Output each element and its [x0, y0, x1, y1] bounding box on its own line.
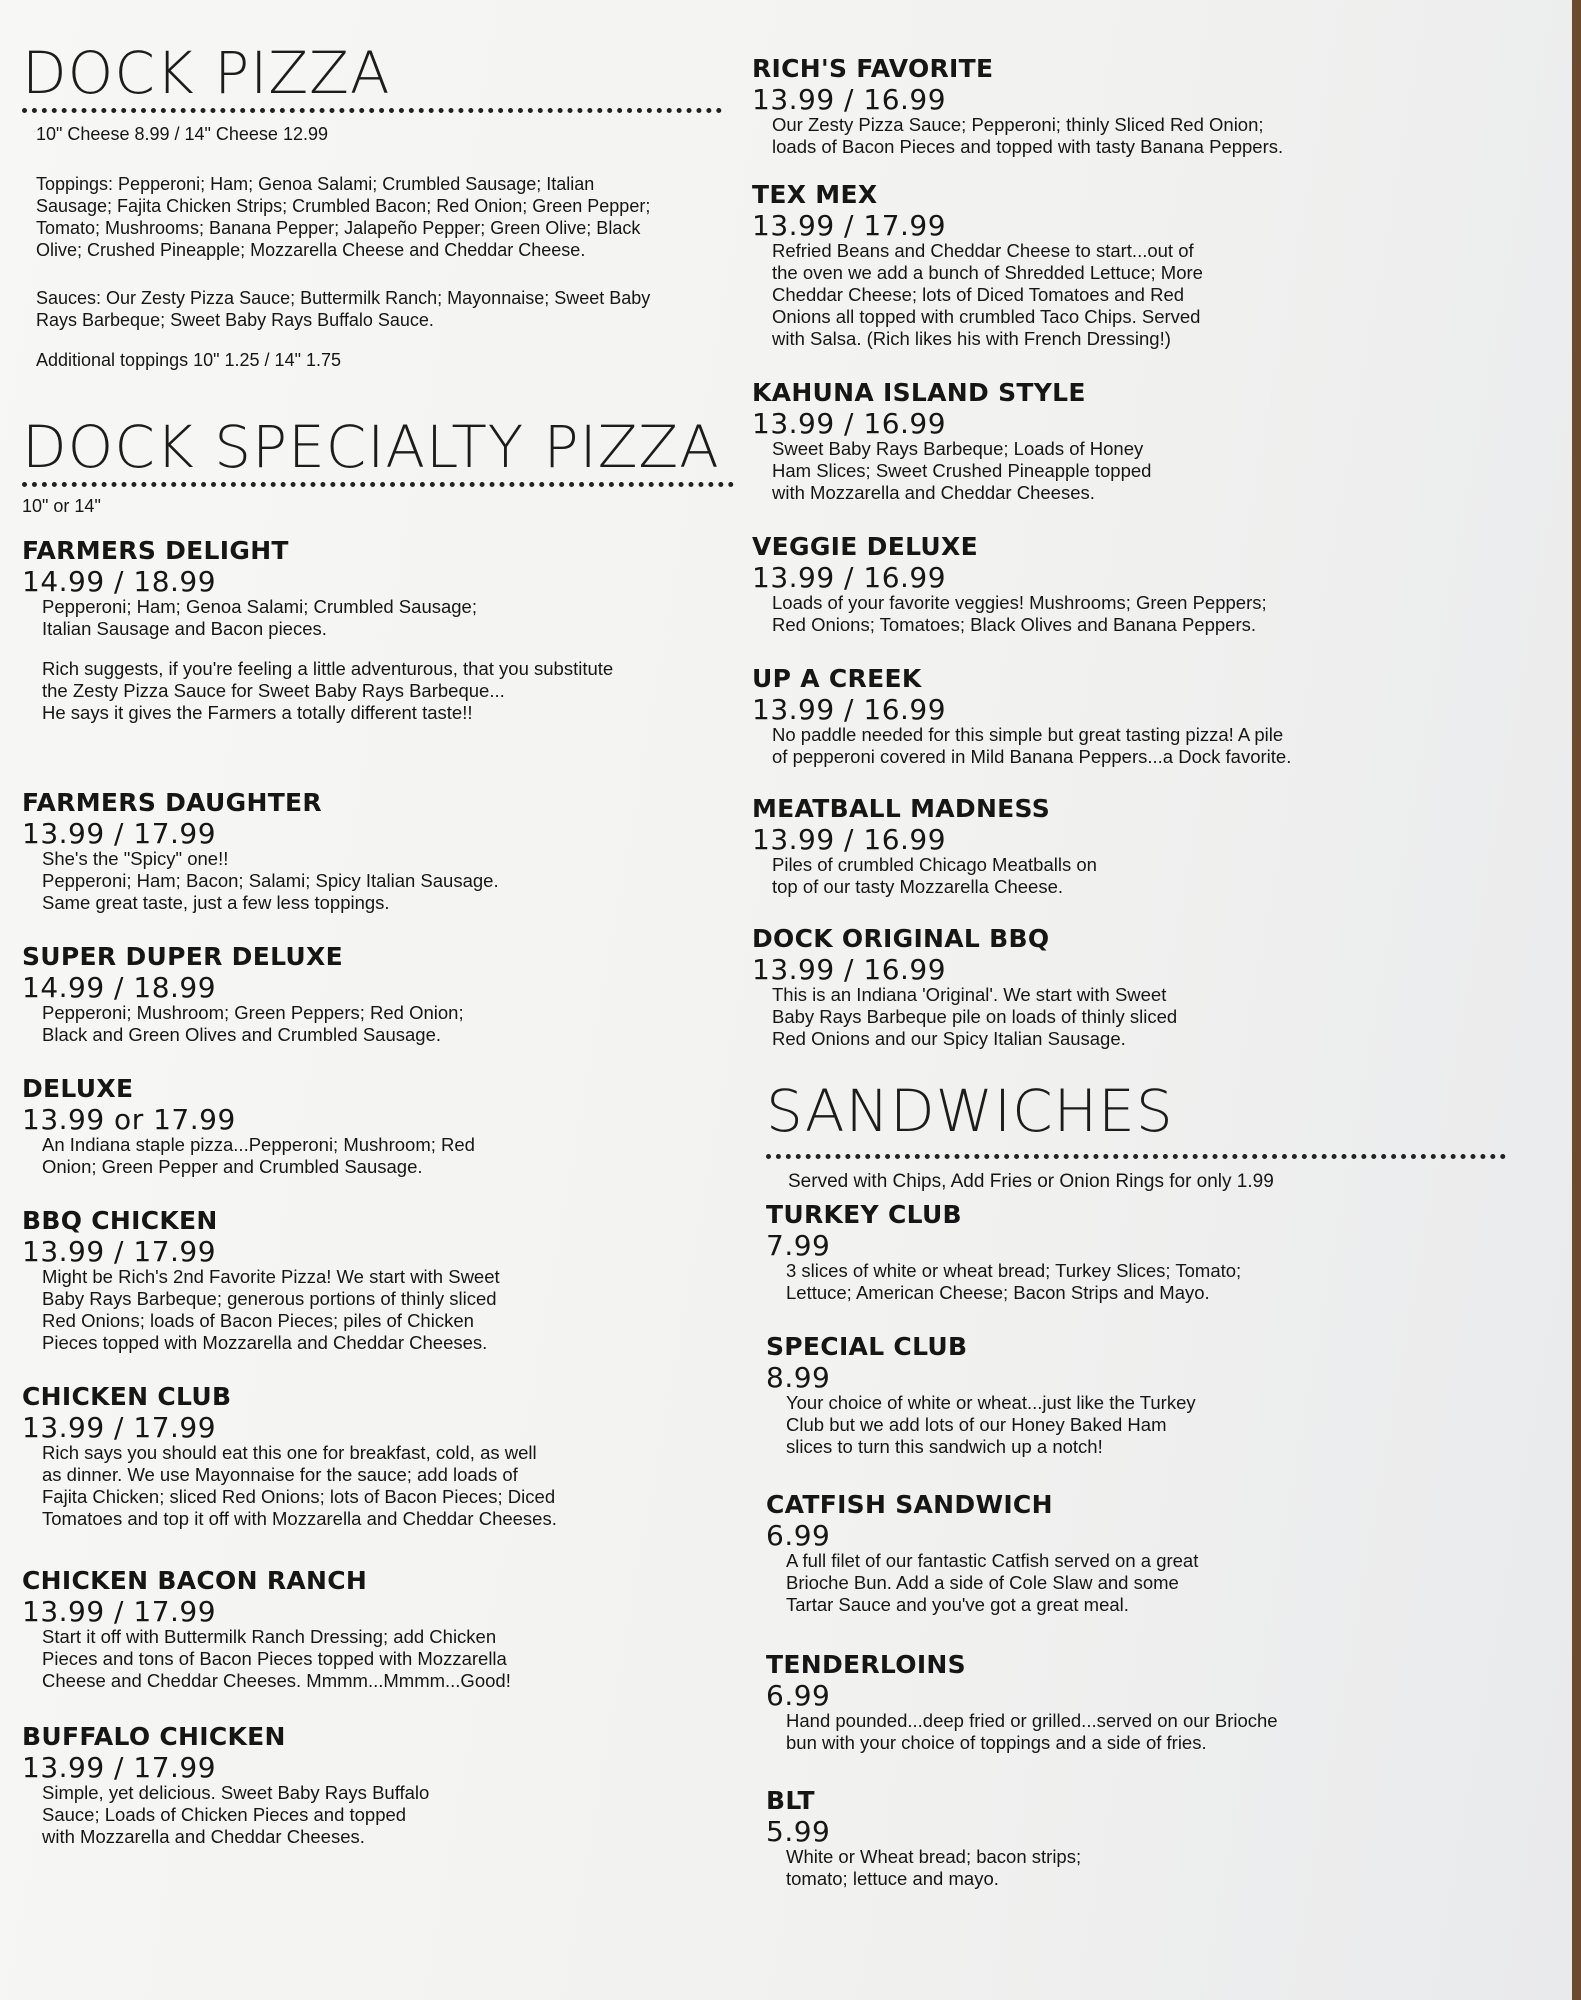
item-price: 13.99 / 17.99	[22, 1235, 217, 1268]
item-description: Refried Beans and Cheddar Cheese to start...out of the oven we add a bunch of Shredded Lettuce; More Cheddar Cheese; lots of Diced Tomatoes and Red Onions all topped with crumbled Taco Chips. Served with Salsa. (Rich likes his with French Dressing!)	[772, 240, 1203, 349]
additional-toppings: Additional toppings 10" 1.25 / 14" 1.75	[36, 350, 342, 370]
item-description: Pepperoni; Ham; Genoa Salami; Crumbled Sausage; Italian Sausage and Bacon pieces.	[42, 596, 477, 639]
item-name: CATFISH SANDWICH	[766, 1490, 1053, 1519]
sandwiches-subtitle: Served with Chips, Add Fries or Onion Rings for only 1.99	[788, 1171, 1274, 1192]
menu-item	[22, 942, 464, 1046]
menu-item	[22, 1206, 500, 1354]
menu-item	[22, 536, 613, 724]
toppings-list: Toppings: Pepperoni; Ham; Genoa Salami; Crumbled Sausage; Italian Sausage; Fajita Chicken Strips; Crumbled Bacon; Red Onion; Green Pepper; Tomato; Mushrooms; Banana Pepper; Jalapeño Pepper; Green Olive; Black Olive; Crushed Pineapple; Mozzarella Cheese and Cheddar Cheese.	[36, 174, 651, 260]
item-description: An Indiana staple pizza...Pepperoni; Mushroom; Red Onion; Green Pepper and Crumbled Sausage.	[42, 1134, 475, 1177]
item-description: Pepperoni; Mushroom; Green Peppers; Red Onion; Black and Green Olives and Crumbled Sausage.	[42, 1002, 464, 1045]
item-name: BLT	[766, 1786, 815, 1815]
item-name: DELUXE	[22, 1074, 134, 1103]
item-name: DOCK ORIGINAL BBQ	[752, 924, 1050, 953]
item-price: 6.99	[766, 1519, 831, 1552]
item-price: 13.99 or 17.99	[22, 1103, 236, 1136]
menu-item	[22, 788, 499, 914]
menu-item	[752, 378, 1151, 504]
specialty-section	[22, 413, 734, 517]
item-price: 13.99 / 16.99	[752, 953, 947, 986]
menu-item	[752, 924, 1177, 1050]
item-description: Sweet Baby Rays Barbeque; Loads of Honey Ham Slices; Sweet Crushed Pineapple topped with Mozzarella and Cheddar Cheeses.	[772, 438, 1152, 503]
menu-item	[766, 1650, 1278, 1754]
item-description: This is an Indiana 'Original'. We start with Sweet Baby Rays Barbeque pile on loads of thinly sliced Red Onions and our Spicy Italian Sausage.	[772, 984, 1178, 1049]
item-name: TENDERLOINS	[766, 1650, 966, 1679]
item-name: RICH'S FAVORITE	[752, 54, 994, 83]
item-description: Our Zesty Pizza Sauce; Pepperoni; thinly Sliced Red Onion; loads of Bacon Pieces and topped with tasty Banana Peppers.	[772, 114, 1284, 157]
item-name: FARMERS DAUGHTER	[22, 788, 322, 817]
menu-item	[22, 1722, 429, 1848]
item-description: A full filet of our fantastic Catfish served on a great Brioche Bun. Add a side of Cole Slaw and some Tartar Sauce and you've got a great meal.	[786, 1550, 1199, 1615]
item-price: 13.99 / 16.99	[752, 561, 947, 594]
item-name: SUPER DUPER DELUXE	[22, 942, 343, 971]
item-price: 8.99	[766, 1361, 831, 1394]
item-price: 14.99 / 18.99	[22, 971, 217, 1004]
item-name: CHICKEN CLUB	[22, 1382, 232, 1411]
item-price: 13.99 / 17.99	[752, 209, 947, 242]
item-description: Rich says you should eat this one for breakfast, cold, as well as dinner. We use Mayonnaise for the sauce; add loads of Fajita Chicken; sliced Red Onions; lots of Bacon Pieces; Diced Tomatoes and top it off with Mozzarella and Cheddar Cheeses.	[42, 1442, 557, 1529]
menu-item	[752, 664, 1291, 768]
item-name: VEGGIE DELUXE	[752, 532, 978, 561]
dotted-divider	[766, 1154, 1506, 1159]
section-title-sandwiches: SANDWICHES	[766, 1077, 1174, 1145]
item-description: Your choice of white or wheat...just like the Turkey Club but we add lots of our Honey Baked Ham slices to turn this sandwich up a notch!	[786, 1392, 1196, 1457]
item-price: 13.99 / 17.99	[22, 1751, 217, 1784]
item-description: Might be Rich's 2nd Favorite Pizza! We start with Sweet Baby Rays Barbeque; generous portions of thinly sliced Red Onions; loads of Bacon Pieces; piles of Chicken Pieces topped with Mozzarella and Cheddar Cheeses.	[42, 1266, 500, 1353]
item-name: FARMERS DELIGHT	[22, 536, 289, 565]
dotted-divider	[22, 108, 722, 113]
menu-item	[752, 180, 1203, 350]
specialty-sizes: 10" or 14"	[22, 496, 101, 516]
dock-pizza-section	[22, 39, 722, 371]
item-price: 5.99	[766, 1815, 831, 1848]
item-price: 13.99 / 17.99	[22, 1411, 217, 1444]
section-title-specialty: DOCK SPECIALTY PIZZA	[22, 413, 720, 481]
item-name: BBQ CHICKEN	[22, 1206, 218, 1235]
item-description: White or Wheat bread; bacon strips; tomato; lettuce and mayo.	[786, 1846, 1082, 1889]
item-name: SPECIAL CLUB	[766, 1332, 968, 1361]
item-price: 7.99	[766, 1229, 831, 1262]
cheese-sizes: 10" Cheese 8.99 / 14" Cheese 12.99	[36, 124, 328, 144]
item-description: Hand pounded...deep fried or grilled...served on our Brioche bun with your choice of toppings and a side of fries.	[786, 1710, 1278, 1753]
dotted-divider	[22, 482, 734, 487]
menu-item	[752, 54, 1283, 158]
item-description: No paddle needed for this simple but great tasting pizza! A pile of pepperoni covered in Mild Banana Peppers...a Dock favorite.	[772, 724, 1292, 767]
item-description: 3 slices of white or wheat bread; Turkey Slices; Tomato; Lettuce; American Cheese; Bacon Strips and Mayo.	[786, 1260, 1242, 1303]
item-price: 13.99 / 16.99	[752, 823, 947, 856]
item-price: 13.99 / 16.99	[752, 693, 947, 726]
menu-item	[766, 1332, 1196, 1458]
sandwiches-section	[766, 1077, 1506, 1193]
item-price: 13.99 / 16.99	[752, 83, 947, 116]
item-note: Rich suggests, if you're feeling a little adventurous, that you substitute the Zesty Pizza Sauce for Sweet Baby Rays Barbeque... He says it gives the Farmers a totally different taste!!	[42, 658, 614, 723]
item-name: TURKEY CLUB	[766, 1200, 962, 1229]
item-description: Start it off with Buttermilk Ranch Dressing; add Chicken Pieces and tons of Bacon Pieces topped with Mozzarella Cheese and Cheddar Cheeses. Mmmm...Mmmm...Good!	[42, 1626, 511, 1691]
item-price: 14.99 / 18.99	[22, 565, 217, 598]
item-description: She's the "Spicy" one!! Pepperoni; Ham; Bacon; Salami; Spicy Italian Sausage. Same great taste, just a few less toppings.	[42, 848, 499, 913]
item-price: 6.99	[766, 1679, 831, 1712]
menu-item	[766, 1200, 1241, 1304]
item-description: Piles of crumbled Chicago Meatballs on top of our tasty Mozzarella Cheese.	[772, 854, 1097, 897]
item-price: 13.99 / 16.99	[752, 407, 947, 440]
item-name: UP A CREEK	[752, 664, 922, 693]
menu-item	[22, 1074, 475, 1178]
sauces-list: Sauces: Our Zesty Pizza Sauce; Buttermilk Ranch; Mayonnaise; Sweet Baby Rays Barbeque; Sweet Baby Rays Buffalo Sauce.	[36, 288, 651, 330]
item-price: 13.99 / 17.99	[22, 817, 217, 850]
menu-item	[22, 1566, 511, 1692]
item-description: Simple, yet delicious. Sweet Baby Rays Buffalo Sauce; Loads of Chicken Pieces and topped with Mozzarella and Cheddar Cheeses.	[42, 1782, 430, 1847]
item-name: CHICKEN BACON RANCH	[22, 1566, 368, 1595]
menu-item	[752, 794, 1097, 898]
item-price: 13.99 / 17.99	[22, 1595, 217, 1628]
section-title-dock-pizza: DOCK PIZZA	[22, 39, 391, 107]
item-name: TEX MEX	[752, 180, 878, 209]
item-name: BUFFALO CHICKEN	[22, 1722, 286, 1751]
item-name: MEATBALL MADNESS	[752, 794, 1051, 823]
item-name: KAHUNA ISLAND STYLE	[752, 378, 1086, 407]
item-description: Loads of your favorite veggies! Mushrooms; Green Peppers; Red Onions; Tomatoes; Black Olives and Banana Peppers.	[772, 592, 1267, 635]
menu-item	[22, 1382, 557, 1530]
menu-item	[766, 1490, 1198, 1616]
menu-item	[766, 1786, 1081, 1890]
menu-item	[752, 532, 1267, 636]
